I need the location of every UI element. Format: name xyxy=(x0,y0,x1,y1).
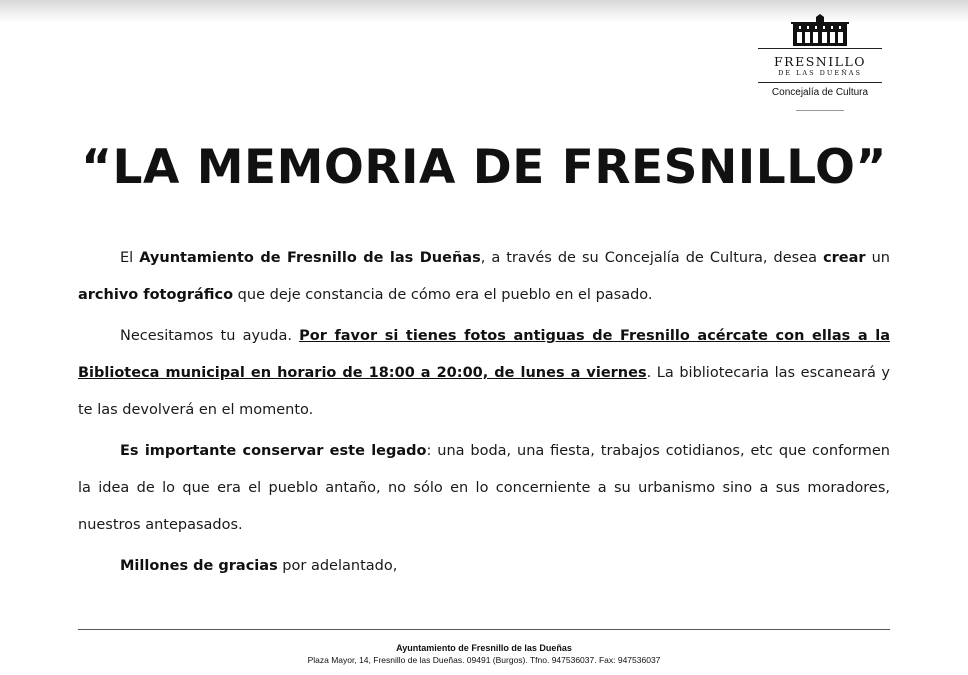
bold-create: crear xyxy=(823,250,866,266)
document-body xyxy=(78,240,890,585)
council-logo xyxy=(756,12,884,102)
text-span: por adelantado, xyxy=(277,558,398,574)
footer-council-name: Ayuntamiento de Fresnillo de las Dueñas xyxy=(396,643,572,653)
underlined-instructions: Por favor si tienes fotos antiguas de Fresnillo acércate con ellas a la Biblioteca municipal en horario de 18:00 a 20:00, de lunes a viernes xyxy=(78,328,890,381)
paragraph-request xyxy=(78,318,890,429)
text-span: , a través de su Concejalía de Cultura, desea xyxy=(480,250,824,266)
footer-divider xyxy=(78,629,890,630)
bold-council-name: Ayuntamiento de Fresnillo de las Dueñas xyxy=(139,250,481,266)
logo-top-rule xyxy=(758,48,882,49)
logo-department: Concejalía de Cultura xyxy=(771,87,869,98)
logo-subtitle: DE LAS DUEÑAS xyxy=(778,69,862,77)
paragraph-intro xyxy=(78,240,890,314)
text-span: que deje constancia de cómo era el pueblo en el pasado. xyxy=(233,287,653,303)
footer-address: Plaza Mayor, 14, Fresnillo de las Dueñas. 09491 (Burgos). Tfno. 947536037. Fax: 947536037 xyxy=(307,655,661,665)
text-span: Necesitamos tu ayuda. xyxy=(120,328,300,344)
page-title: “LA MEMORIA DE FRESNILLO” xyxy=(81,140,887,195)
bold-photo-archive: archivo fotográfico xyxy=(78,287,234,303)
paragraph-thanks xyxy=(78,548,890,585)
text-span: un xyxy=(865,250,890,266)
logo-bottom-rule xyxy=(796,110,844,111)
text-span: El xyxy=(120,250,140,266)
logo-name: FRESNILLO xyxy=(774,54,866,69)
text-span: : una boda, una fiesta, trabajos cotidianos, etc que conformen la idea de lo que era el pueblo antaño, no sólo en lo concerniente a su urbanismo sino a sus moradores, nuestros antepasados. xyxy=(78,443,890,533)
bold-thanks: Millones de gracias xyxy=(120,558,278,574)
logo-middle-rule xyxy=(758,82,882,83)
paragraph-importance xyxy=(78,433,890,544)
bold-important: Es importante conservar este legado xyxy=(120,443,427,459)
text-span: . La bibliotecaria las escaneará y te las devolverá en el momento. xyxy=(78,365,890,418)
building-icon xyxy=(791,14,849,48)
